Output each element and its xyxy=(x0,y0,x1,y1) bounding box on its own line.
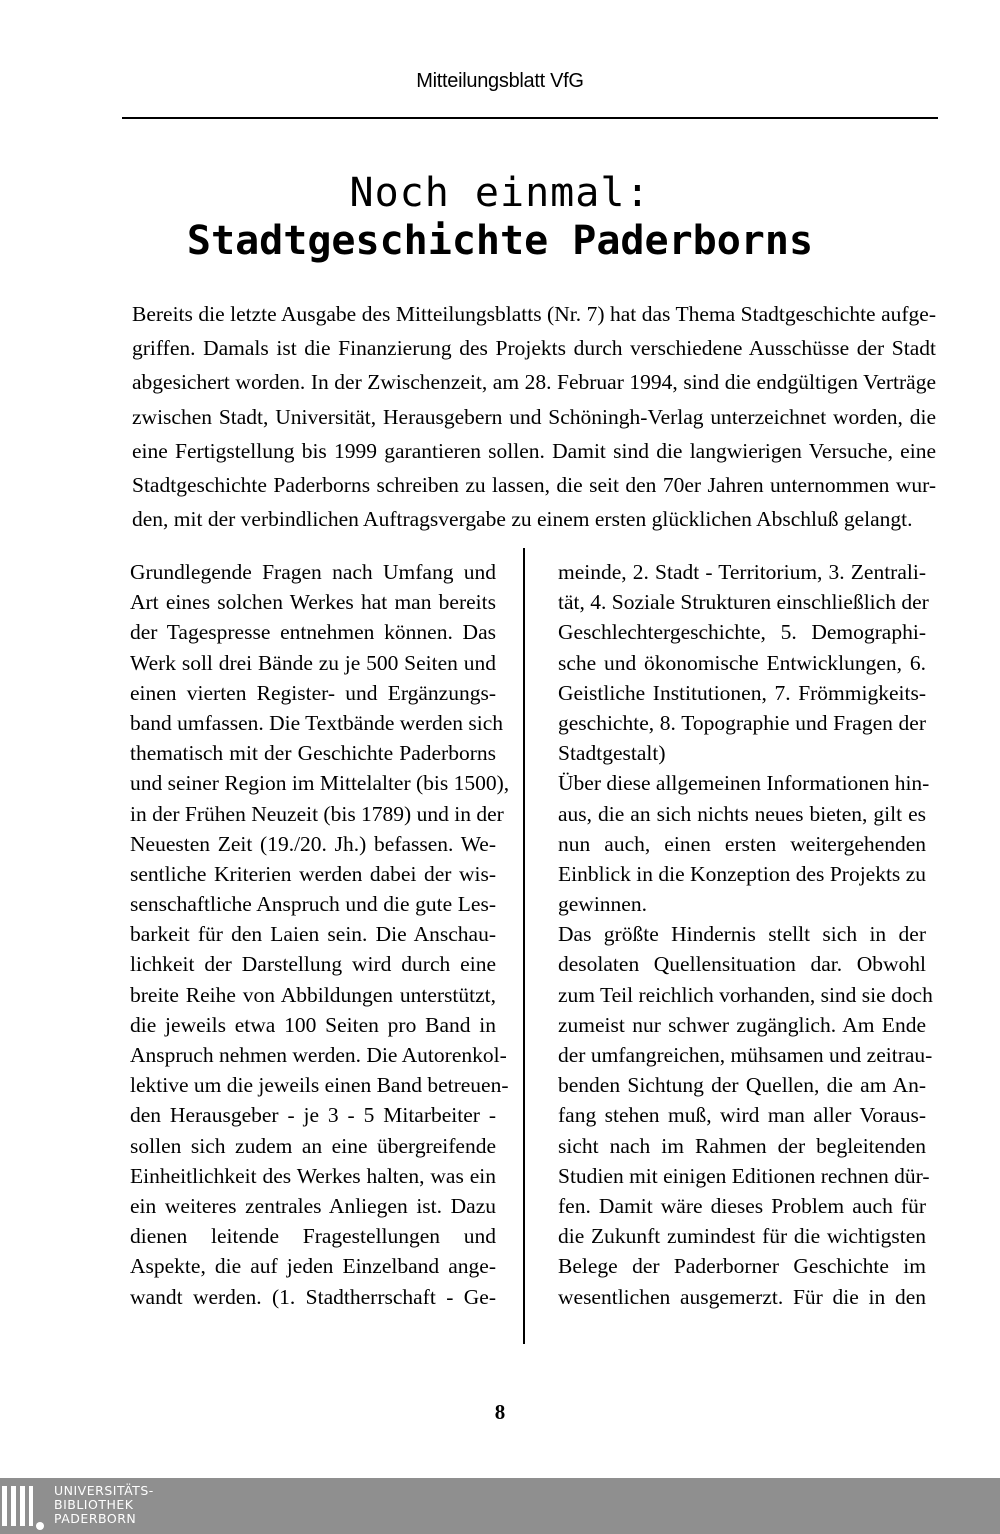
right-column-line: Studien mit einigen Editionen rechnen dür- xyxy=(558,1163,930,1188)
left-column-line: Aspekte, die auf jeden Einzelband ange- xyxy=(130,1254,496,1279)
intro-line: den, mit der verbindlichen Auftragsvergabe zu einem ersten glücklichen Abschluß gelangt. xyxy=(132,507,913,532)
column-divider xyxy=(523,548,525,1344)
running-header: Mitteilungsblatt VfG xyxy=(416,70,584,92)
right-column-line: benden Sichtung der Quellen, die am An- xyxy=(558,1073,926,1098)
left-column-line: in der Frühen Neuzeit (bis 1789) und in der xyxy=(130,801,504,826)
left-column-line: Art eines solchen Werkes hat man bereits xyxy=(130,590,496,615)
left-column-line: thematisch mit der Geschichte Paderborns xyxy=(130,741,496,766)
left-column-line: barkeit für den Laien sein. Die Anschau- xyxy=(130,922,496,947)
right-column-line: desolaten Quellensituation dar. Obwohl xyxy=(558,952,926,977)
article-title-line-2: Stadtgeschichte Paderborns xyxy=(186,218,814,264)
library-footer-banner xyxy=(0,1478,1000,1534)
right-column-line: Geschlechtergeschichte, 5. Demographi- xyxy=(558,620,926,645)
left-column-line: Einheitlichkeit des Werkes halten, was ein xyxy=(130,1163,496,1188)
intro-line: Stadtgeschichte Paderborns schreiben zu lassen, die seit den 70er Jahren unternommen wur- xyxy=(132,472,936,497)
left-column-line: Grundlegende Fragen nach Umfang und xyxy=(130,560,496,584)
left-column-line: senschaftliche Anspruch und die gute Les- xyxy=(130,892,496,917)
intro-line: zwischen Stadt, Universität, Herausgebern und Schöningh-Verlag unterzeichnet worden, die xyxy=(132,404,936,429)
right-column-line: tät, 4. Soziale Strukturen einschließlich der xyxy=(558,590,929,615)
library-name-line: PADERBORN xyxy=(54,1511,137,1526)
right-column-line: nun auch, einen ersten weitergehenden xyxy=(558,831,926,856)
intro-line: eine Fertigstellung bis 1999 garantieren sollen. Damit sind die langwierigen Versuche, eine xyxy=(132,438,936,463)
left-column-line: sollen sich zudem an eine übergreifende xyxy=(130,1133,496,1158)
left-column-line: sentliche Kriterien werden dabei der wis- xyxy=(130,861,496,886)
left-column-line: lektive um die jeweils einen Band betreuen- xyxy=(130,1073,509,1098)
right-column xyxy=(558,557,933,1312)
right-column-line: Einblick in die Konzeption des Projekts zu xyxy=(558,861,926,886)
left-column-line: die jeweils etwa 100 Seiten pro Band in xyxy=(130,1012,496,1037)
left-column-line: dienen leitende Fragestellungen und xyxy=(130,1224,496,1249)
intro-line: abgesichert worden. In der Zwischenzeit, am 28. Februar 1994, sind die endgültigen Verträge xyxy=(132,370,936,395)
right-column-line: zum Teil reichlich vorhanden, sind sie doch xyxy=(558,982,933,1007)
intro-line: griffen. Damals ist die Finanzierung des Projekts durch verschiedene Ausschüsse der Stadt xyxy=(132,336,936,361)
right-column-line: gewinnen. xyxy=(558,892,647,917)
logo-dot-icon xyxy=(36,1522,44,1530)
right-column-line: Über diese allgemeinen Informationen hin- xyxy=(558,771,930,796)
library-name-line: BIBLIOTHEK xyxy=(54,1497,134,1512)
left-column xyxy=(130,557,510,1312)
right-column-line: der umfangreichen, mühsamen und zeitrau- xyxy=(558,1043,933,1067)
right-column-line: meinde, 2. Stadt - Territorium, 3. Zentrali- xyxy=(558,560,926,584)
right-column-line: zumeist nur schwer zugänglich. Am Ende xyxy=(558,1012,926,1037)
right-column-line: aus, die an sich nichts neues bieten, gilt es xyxy=(558,801,926,826)
left-column-line: einen vierten Register- und Ergänzungs- xyxy=(130,680,496,705)
intro-line: Bereits die letzte Ausgabe des Mitteilungsblatts (Nr. 7) hat das Thema Stadtgeschichte aufge- xyxy=(132,302,936,326)
right-column-line: Belege der Paderborner Geschichte im xyxy=(558,1254,926,1279)
right-column-line: fen. Damit wäre dieses Problem auch für xyxy=(558,1193,926,1218)
library-name-line: UNIVERSITÄTS- xyxy=(54,1483,154,1498)
left-column-line: der Tagespresse entnehmen können. Das xyxy=(130,620,496,645)
right-column-line: geschichte, 8. Topographie und Fragen der xyxy=(558,710,926,735)
left-column-line: band umfassen. Die Textbände werden sich xyxy=(130,710,504,735)
right-column-line: die Zukunft zumindest für die wichtigsten xyxy=(558,1224,926,1249)
left-column-line: Werk soll drei Bände zu je 500 Seiten und xyxy=(130,650,496,675)
right-column-line: Das größte Hindernis stellt sich in der xyxy=(558,922,926,947)
right-column-line: fang stehen muß, wird man aller Voraus- xyxy=(558,1103,926,1128)
right-column-line: sche und ökonomische Entwicklungen, 6. xyxy=(558,650,926,675)
left-column-line: Anspruch nehmen werden. Die Autorenkol- xyxy=(130,1043,507,1067)
right-column-line: wesentlichen ausgemerzt. Für die in den xyxy=(558,1284,926,1309)
header-rule xyxy=(122,117,938,119)
left-column-line: breite Reihe von Abbildungen unterstützt, xyxy=(130,982,496,1007)
left-column-line: ein weiteres zentrales Anliegen ist. Dazu xyxy=(130,1193,496,1218)
left-column-line: den Herausgeber - je 3 - 5 Mitarbeiter - xyxy=(130,1103,496,1128)
right-column-line: Geistliche Institutionen, 7. Frömmigkeits- xyxy=(558,680,926,705)
article-title-line-1: Noch einmal: xyxy=(349,170,651,216)
left-column-line: wandt werden. (1. Stadtherrschaft - Ge- xyxy=(130,1284,496,1309)
left-column-line: lichkeit der Darstellung wird durch eine xyxy=(130,952,496,977)
library-name xyxy=(54,1484,154,1526)
page-number: 8 xyxy=(494,1400,506,1424)
left-column-line: und seiner Region im Mittelalter (bis 1500), xyxy=(130,771,510,796)
left-column-line: Neuesten Zeit (19./20. Jh.) befassen. We- xyxy=(130,831,496,856)
right-column-line: Stadtgestalt) xyxy=(558,741,666,766)
library-logo-icon xyxy=(0,1486,40,1526)
right-column-line: sicht nach im Rahmen der begleitenden xyxy=(558,1133,926,1158)
intro-paragraph xyxy=(132,297,936,536)
